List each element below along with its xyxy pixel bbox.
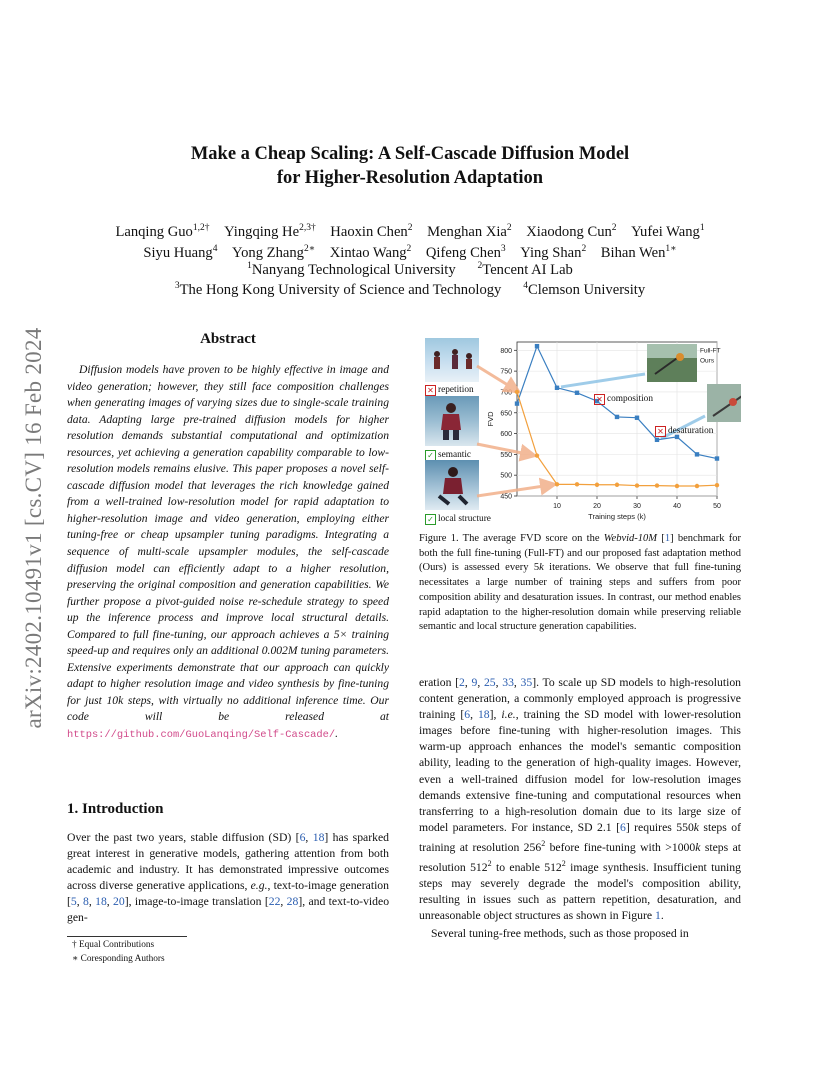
author-name: Haoxin Chen$^2$ [330,223,413,240]
pointer-arrow [477,366,519,392]
citation-link[interactable]: 35 [520,676,533,689]
repetition-thumbnail [425,338,479,382]
legend-label: Ours [700,357,715,365]
author-name: Xiaodong Cun$^2$ [526,223,617,240]
paper-title [100,142,720,190]
semantic-label: ✓ semantic [425,450,471,461]
cross-icon: ✕ [655,426,666,437]
author-name: Yong Zhang$^{2∗}$ [232,244,316,261]
author-name: Qifeng Chen$^3$ [425,244,506,261]
citation-link[interactable]: 18 [477,708,490,722]
y-axis-label: FVD [486,411,495,427]
x-tick-label: 40 [673,503,681,510]
desaturation-thumbnail [707,384,741,422]
legend-label: Full-FT [700,347,721,355]
citation-link[interactable]: 1 [654,909,661,923]
y-tick-label: 750 [500,368,512,376]
title-line-1: Make a Cheap Scaling: A Self-Cascade Diffusion Model [190,144,630,164]
x-tick-label: 30 [633,503,641,510]
x-axis-label: Training steps (k) [588,512,646,521]
data-point-square [555,386,559,390]
citation-link[interactable]: 6 [299,831,306,844]
local-structure-thumbnail [425,460,479,510]
data-point-square [515,401,519,405]
desaturation-label: ✕ desaturation [655,426,713,437]
right-column-text [419,675,741,942]
x-tick-label: 20 [593,503,601,510]
intro-heading: 1. Introduction [67,801,164,817]
y-tick-label: 800 [500,347,512,355]
series-line-ours [517,392,717,486]
arxiv-id-text: arXiv:2402.10491v1 [cs.CV] 16 Feb 2024 [21,327,46,729]
pointer-arrow [561,374,645,387]
composition-thumbnail [647,344,697,382]
data-point-circle [535,453,539,457]
data-point-circle [515,390,519,394]
citation-link[interactable]: 2 [459,676,465,689]
abstract-heading: Abstract [200,331,256,347]
author-name: Xintao Wang$^2$ [329,244,412,261]
data-point-square [575,391,579,395]
y-tick-label: 600 [500,431,512,439]
abstract-end: . [335,727,339,741]
affiliation-row-2 [70,276,750,301]
citation-link[interactable]: 9 [471,676,478,689]
citation-link[interactable]: 18 [95,895,107,909]
semantic-thumbnail [425,396,479,446]
citation-link[interactable]: 20 [113,895,125,909]
figure-1 [419,336,741,528]
citation-link[interactable]: 5 [70,895,77,909]
data-point-circle [695,484,699,488]
footnote-divider [67,936,187,937]
composition-label: ✕ composition [594,394,653,405]
y-tick-label: 500 [500,472,512,480]
data-point-square [655,438,659,442]
citation-link[interactable]: 18 [312,831,325,844]
citation-link[interactable]: 28 [286,895,299,909]
footnote-corresponding: ∗ Coresponding Authors [72,954,165,964]
data-point-circle [635,483,639,487]
title-line-2: for Higher-Resolution Adaptation [276,168,544,188]
check-icon: ✓ [425,450,436,461]
y-tick-label: 650 [500,410,512,418]
pointer-arrow [477,484,555,496]
affiliation: $^2$Tencent AI Lab [477,261,573,278]
data-point-square [535,344,539,348]
author-name: Menghan Xia$^2$ [427,223,512,240]
data-point-square [715,456,719,460]
data-point-circle [575,482,579,486]
y-tick-label: 550 [500,451,512,459]
cross-icon: ✕ [425,385,436,396]
footnote-equal: † Equal Contributions [72,940,155,950]
data-point-circle [615,483,619,487]
data-point-circle [655,483,659,487]
figure-1-caption: Figure 1. The average FVD score on the Webvid-10M [1] benchmark for both the full fine-tuning (Full-FT) and our proposed fast adaptation method (Ours) is assessed every 5k iterations. We observe that full fine-tuning necessitates a large number of training steps and suffers from poor composition ability and desaturation issues. In contrast, our method enables rapid adaptation to the higher-resolution domain while preserving reliable semantic and local structure generation capabilities. [419,533,742,633]
y-tick-label: 700 [500,389,512,397]
data-point-square [635,416,639,420]
data-point-circle [675,484,679,488]
tuning-free-paragraph: Several tuning-free methods, such as those proposed in [431,927,689,941]
author-name: Yingqing $He^{2,3\dagger}$ [224,223,316,240]
citation-link[interactable]: 6 [464,708,471,722]
citation-link[interactable]: 25 [483,676,496,689]
x-tick-label: 10 [553,503,561,510]
author-name: Lanqing Guo$^{1,2\dagger}$ [115,223,210,240]
author-name: Yufei Wang$^1$ [631,223,705,240]
local-structure-label: ✓ local structure [425,514,491,525]
y-tick-label: 450 [500,493,512,501]
affiliation: $^4$Clemson University [523,281,646,298]
x-tick-label: 50 [713,503,721,510]
repetition-label: ✕ repetition [425,385,474,396]
affiliation: $^1$Nanyang Technological University [247,261,456,278]
author-name: Ying Shan$^2$ [520,244,587,261]
data-point-square [615,415,619,419]
check-icon: ✓ [425,514,436,525]
intro-continuation-paragraph: eration [2, 9, 25, 33, 35]. To scale up SD models to high-resolution content generation, a commonly employed approach is progressive training [6, 18], i.e., training the SD model with lower-resolution images before fine-tuning with higher-resolution images. This warm-up approach enhances the model's semantic composition ability, leading to the generation of high-quality images. However, even a well-trained diffusion model for low-resolution images demands extensive fine-tuning and computational resources when transferring to a high-resolution domain due to its large size of model parameters. For instance, SD 2.1 [6] requires 550k steps of training at resolution $256^2$ before fine-tuning with >1000k steps at resolution $512^2$ to enable $512^2$ image synthesis. Insufficient tuning steps may severely degrade the model's composition ability, resulting in issues such as pattern repetition, desaturation, and unreasonable object structures as shown in Figure 1. [419,676,742,923]
arxiv-id-stamp [18,288,50,768]
cross-icon: ✕ [594,394,605,405]
citation-link[interactable]: 22 [268,895,281,909]
abstract-body [67,362,389,744]
abstract-text: Diffusion models have proven to be highly effective in image and video generation; however, they still face composition challenges when generating images of varying sizes due to single-scale training data. Adapting large pre-trained diffusion models for higher resolution demands substantial computational and optimization resources, yet achieving a generation capability comparable to low-resolution models remains elusive. This paper proposes a novel self-cascade diffusion model that leverages the rich knowledge gained from a well-trained low-resolution model for rapid adaptation to higher-resolution image and video generation, employing either tuning-free or cheap upsampler tuning paradigms. Integrating a sequence of multi-scale upsampler modules, the self-cascade diffusion model can efficiently adapt to a higher resolution, preserving the original composition and generation capabilities. We further propose a pivot-guided noise re-schedule strategy to speed up the inference process and improve local structural details. Compared to full fine-tuning, our approach achieves a 5× training speed-up and requires only an additional 0.002M tuning parameters. Extensive experiments demonstrate that our approach can quickly adapt to higher resolution image and video synthesis by fine-tuning for just 10k steps, with virtually no additional inference time. Our code will be released at [67,363,389,724]
citation-link[interactable]: 8 [83,895,89,909]
citation-link[interactable]: 6 [619,820,626,834]
data-point-circle [595,483,599,487]
code-link[interactable]: https://github.com/GuoLanqing/Self-Cascade/ [67,729,336,742]
author-name: Siyu Huang$^4$ [143,244,218,261]
intro-paragraph: Over the past two years, stable diffusion (SD) [6, 18] has sparked great interest in generative models, gathering attention from both academic and industry. It has demonstrated impressive outcomes across diverse generative applications, e.g., text-to-image generation [5, 8, 18, 20], image-to-image translation [22, 28], and text-to-video gen- [67,831,390,925]
citation-link[interactable]: 1 [664,533,671,544]
author-name: Bihan Wen$^{1∗}$ [600,244,677,261]
data-point-circle [555,482,559,486]
citation-link[interactable]: 33 [502,676,514,689]
data-point-circle [715,483,719,487]
affiliation: $^3$The Hong Kong University of Science and Technology [174,281,502,298]
data-point-square [695,452,699,456]
